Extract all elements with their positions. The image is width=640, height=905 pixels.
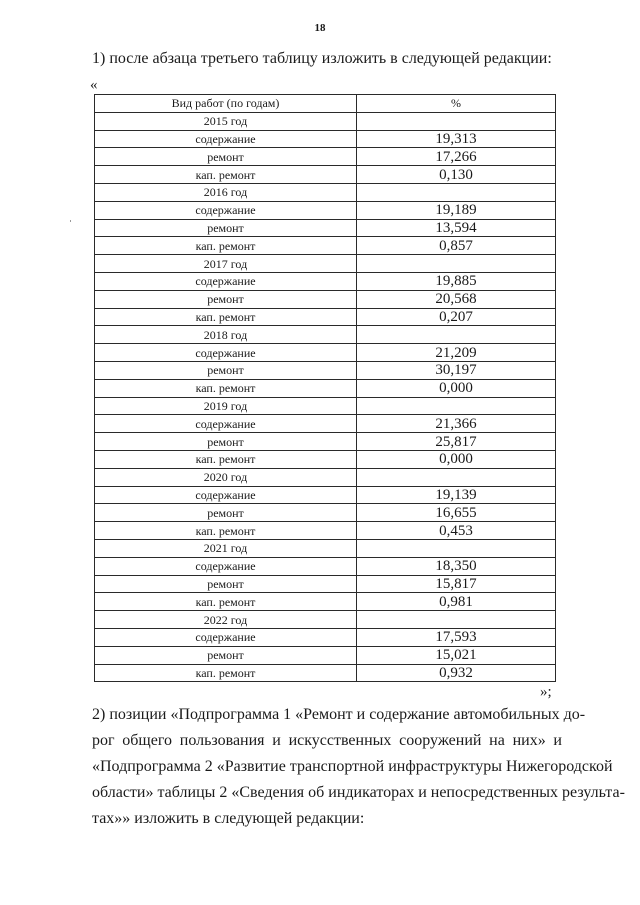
row-value: 19,313 — [357, 130, 556, 148]
works-percentage-table — [94, 94, 556, 682]
table-row — [95, 397, 556, 415]
table-row — [95, 361, 556, 379]
table-row — [95, 166, 556, 184]
table-row — [95, 539, 556, 557]
row-label: содержание — [95, 130, 357, 148]
table-header-row — [95, 95, 556, 113]
table-row — [95, 272, 556, 290]
row-label: кап. ремонт — [95, 450, 357, 468]
table-row — [95, 557, 556, 575]
table-row — [95, 255, 556, 273]
row-label: 2020 год — [95, 468, 357, 486]
page-number: 18 — [314, 22, 326, 34]
row-label: ремонт — [95, 433, 357, 451]
table-row — [95, 486, 556, 504]
row-value: 17,266 — [357, 148, 556, 166]
row-label: 2022 год — [95, 611, 357, 629]
row-label: содержание — [95, 201, 357, 219]
table-row — [95, 183, 556, 201]
opening-quote-mark: « — [90, 77, 98, 93]
row-label: ремонт — [95, 219, 357, 237]
row-value: 19,139 — [357, 486, 556, 504]
row-label: ремонт — [95, 504, 357, 522]
row-value: 15,817 — [357, 575, 556, 593]
table-row — [95, 379, 556, 397]
row-value: 0,453 — [357, 522, 556, 540]
table-row — [95, 664, 556, 682]
table-row — [95, 344, 556, 362]
table-row — [95, 201, 556, 219]
table-row — [95, 112, 556, 130]
row-label: кап. ремонт — [95, 308, 357, 326]
table-row — [95, 415, 556, 433]
row-label: содержание — [95, 344, 357, 362]
table-row — [95, 575, 556, 593]
row-label: кап. ремонт — [95, 664, 357, 682]
row-label: содержание — [95, 486, 357, 504]
table-body — [95, 112, 556, 682]
row-value — [357, 611, 556, 629]
paragraph-line: 2) позиции «Подпрограмма 1 «Ремонт и содержание автомобильных до- — [92, 706, 586, 723]
table-row — [95, 628, 556, 646]
paragraph-line: рог общего пользования и искусственных сооружений на них» и — [92, 732, 562, 749]
row-value: 17,593 — [357, 628, 556, 646]
table-row — [95, 326, 556, 344]
row-label: 2017 год — [95, 255, 357, 273]
row-value: 19,885 — [357, 272, 556, 290]
row-label: ремонт — [95, 361, 357, 379]
row-label: кап. ремонт — [95, 166, 357, 184]
row-value — [357, 326, 556, 344]
row-label: 2019 год — [95, 397, 357, 415]
row-label: ремонт — [95, 575, 357, 593]
table-row — [95, 522, 556, 540]
row-value: 0,207 — [357, 308, 556, 326]
paragraph-line: области» таблицы 2 «Сведения об индикаторах и непосредственных результа- — [92, 784, 625, 801]
row-value — [357, 468, 556, 486]
paragraph-line: «Подпрограмма 2 «Развитие транспортной инфраструктуры Нижегородской — [92, 758, 613, 775]
closing-quote-mark: »; — [540, 684, 552, 700]
row-value: 0,932 — [357, 664, 556, 682]
row-label: кап. ремонт — [95, 522, 357, 540]
paragraph-line: тах»» изложить в следующей редакции: — [92, 810, 365, 827]
row-value: 0,857 — [357, 237, 556, 255]
row-label: ремонт — [95, 646, 357, 664]
table-row — [95, 611, 556, 629]
row-value — [357, 183, 556, 201]
row-label: содержание — [95, 272, 357, 290]
row-value: 21,366 — [357, 415, 556, 433]
table-row — [95, 308, 556, 326]
row-value — [357, 539, 556, 557]
row-label: содержание — [95, 557, 357, 575]
row-label: содержание — [95, 628, 357, 646]
row-label: 2021 год — [95, 539, 357, 557]
intro-paragraph: 1) после абзаца третьего таблицу изложить в следующей редакции: — [92, 50, 552, 67]
table-row — [95, 290, 556, 308]
second-item-paragraph — [92, 702, 625, 832]
table-row — [95, 646, 556, 664]
row-value — [357, 397, 556, 415]
row-value: 0,000 — [357, 379, 556, 397]
row-label: содержание — [95, 415, 357, 433]
table-row — [95, 148, 556, 166]
row-value: 20,568 — [357, 290, 556, 308]
row-value: 0,000 — [357, 450, 556, 468]
table-row — [95, 433, 556, 451]
row-value: 0,981 — [357, 593, 556, 611]
row-label: кап. ремонт — [95, 593, 357, 611]
row-value — [357, 255, 556, 273]
row-label: 2018 год — [95, 326, 357, 344]
row-value: 0,130 — [357, 166, 556, 184]
row-value: 21,209 — [357, 344, 556, 362]
row-value: 30,197 — [357, 361, 556, 379]
row-value: 19,189 — [357, 201, 556, 219]
margin-dot — [70, 220, 71, 222]
row-value: 18,350 — [357, 557, 556, 575]
table-row — [95, 450, 556, 468]
table-row — [95, 468, 556, 486]
row-value: 25,817 — [357, 433, 556, 451]
row-label: кап. ремонт — [95, 237, 357, 255]
table-row — [95, 593, 556, 611]
table-row — [95, 237, 556, 255]
row-label: 2016 год — [95, 183, 357, 201]
row-label: кап. ремонт — [95, 379, 357, 397]
row-label: ремонт — [95, 290, 357, 308]
row-value — [357, 112, 556, 130]
row-label: 2015 год — [95, 112, 357, 130]
row-value: 15,021 — [357, 646, 556, 664]
table-row — [95, 130, 556, 148]
row-value: 16,655 — [357, 504, 556, 522]
table-row — [95, 219, 556, 237]
row-value: 13,594 — [357, 219, 556, 237]
header-work-type: Вид работ (по годам) — [95, 95, 357, 113]
table-row — [95, 504, 556, 522]
header-percent: % — [357, 95, 556, 113]
row-label: ремонт — [95, 148, 357, 166]
